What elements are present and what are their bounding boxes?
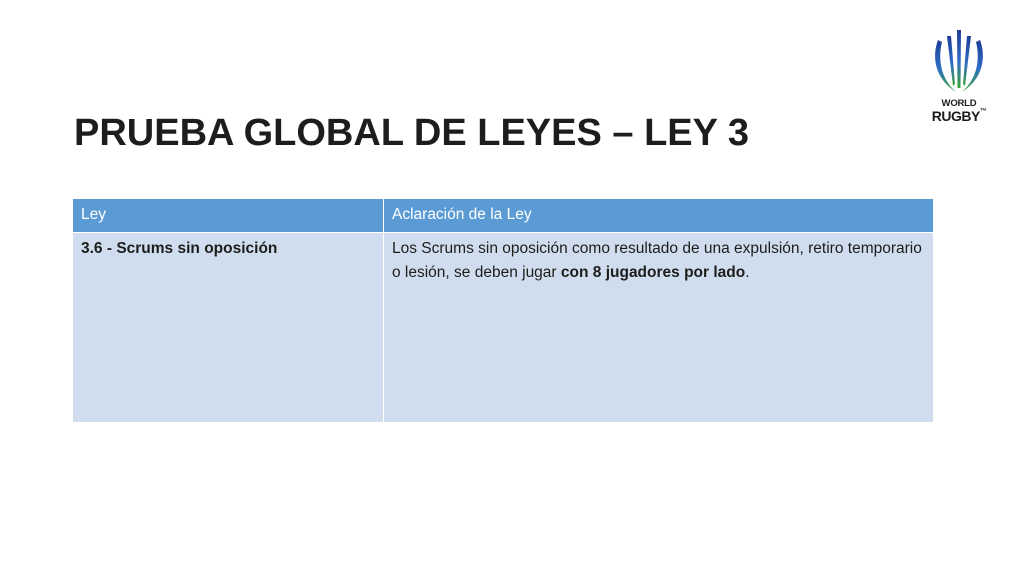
logo-world-text: WORLD bbox=[941, 98, 977, 109]
table-header-row bbox=[73, 199, 934, 233]
cell-clarification bbox=[384, 233, 934, 423]
world-rugby-logo-icon bbox=[926, 26, 992, 96]
table-row bbox=[73, 233, 934, 423]
cell-law: 3.6 - Scrums sin oposición bbox=[73, 233, 384, 423]
header-law: Ley bbox=[73, 199, 384, 233]
clarification-text: Los Scrums sin oposición como resultado de una expulsión, retiro temporario o lesión, se deben jugar bbox=[392, 240, 922, 281]
header-clarification: Aclaración de la Ley bbox=[384, 199, 934, 233]
slide-title: PRUEBA GLOBAL DE LEYES – LEY 3 bbox=[74, 112, 750, 154]
clarification-bold-text: con 8 jugadores por lado bbox=[560, 264, 746, 281]
law-table bbox=[72, 198, 934, 423]
logo-rugby-text: RUGBY™ bbox=[931, 108, 987, 124]
world-rugby-logo bbox=[926, 26, 992, 128]
clarification-end: . bbox=[745, 264, 750, 281]
